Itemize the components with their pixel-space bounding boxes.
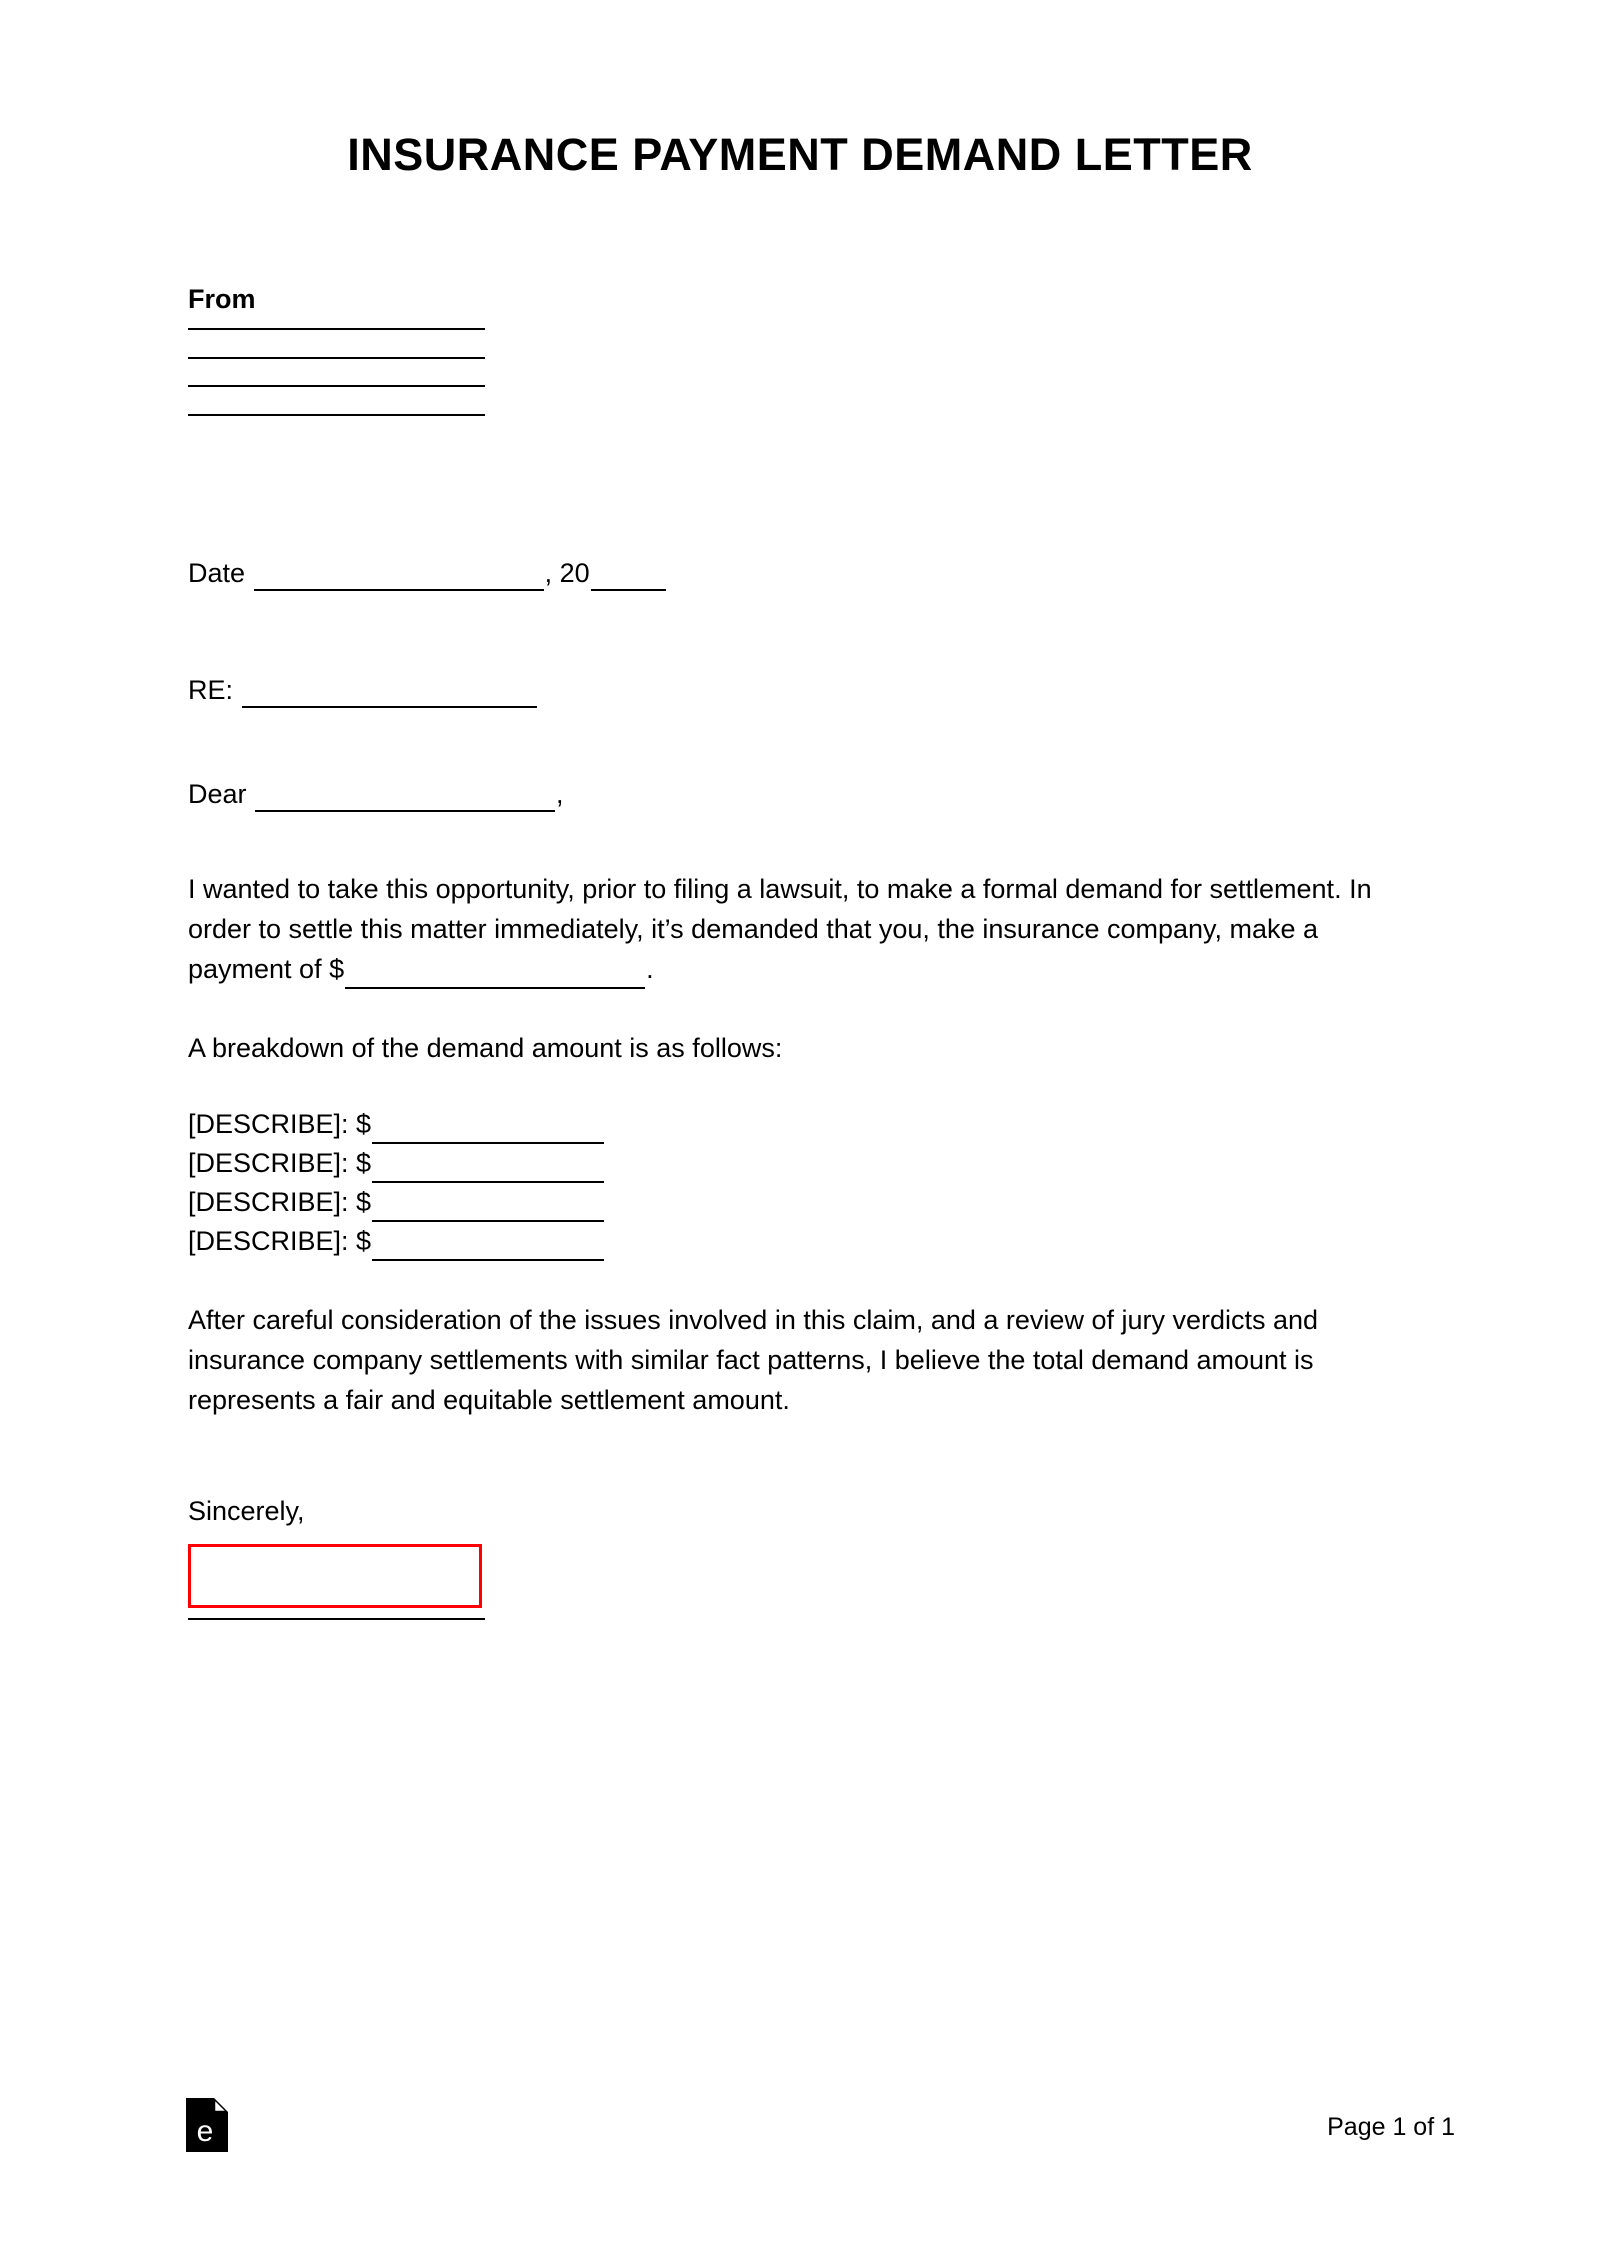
body-paragraph-1-period: . [646, 954, 654, 984]
year-input-blank[interactable] [591, 564, 666, 591]
closing-sincerely: Sincerely, [188, 1496, 305, 1526]
breakdown-intro: A breakdown of the demand amount is as follows: [188, 1033, 783, 1063]
svg-text:e: e [196, 2115, 214, 2148]
signature-field[interactable] [188, 1544, 482, 1608]
describe-amount-blank-2[interactable] [372, 1156, 604, 1183]
body-paragraph-1-text: I wanted to take this opportunity, prior to filing a lawsuit, to make a formal demand for settlement. In order to settle this matter immediately, it’s demanded that you, the insurance company, make a payment of $ [188, 874, 1372, 984]
describe-label-4: [DESCRIBE]: $ [188, 1226, 372, 1256]
from-blank-line-1[interactable] [188, 328, 485, 330]
signature-underline [188, 1618, 485, 1620]
body-paragraph-1 [188, 869, 1378, 989]
salutation-label: Dear [188, 779, 247, 809]
from-blank-line-4[interactable] [188, 414, 485, 416]
salutation-line [188, 777, 564, 812]
from-blank-line-3[interactable] [188, 385, 485, 387]
date-line [188, 556, 667, 591]
salutation-input-blank[interactable] [255, 785, 555, 812]
list-item [188, 1105, 605, 1144]
from-blank-lines [188, 328, 485, 442]
describe-amount-blank-1[interactable] [372, 1117, 604, 1144]
from-label: From [188, 284, 256, 314]
date-separator: , 20 [544, 558, 590, 588]
date-label: Date [188, 558, 246, 588]
page-title: INSURANCE PAYMENT DEMAND LETTER [347, 129, 1253, 180]
describe-label-3: [DESCRIBE]: $ [188, 1187, 372, 1217]
list-item [188, 1183, 605, 1222]
list-item [188, 1144, 605, 1183]
describe-amount-blank-4[interactable] [372, 1234, 604, 1261]
re-input-blank[interactable] [242, 681, 537, 708]
from-blank-line-2[interactable] [188, 357, 485, 359]
re-label: RE: [188, 675, 234, 705]
breakdown-list [188, 1105, 605, 1261]
page-number: Page 1 of 1 [1327, 2113, 1455, 2141]
describe-label-2: [DESCRIBE]: $ [188, 1148, 372, 1178]
describe-label-1: [DESCRIBE]: $ [188, 1109, 372, 1139]
list-item [188, 1222, 605, 1261]
describe-amount-blank-3[interactable] [372, 1195, 604, 1222]
re-line [188, 673, 538, 708]
salutation-trailing: , [556, 779, 564, 809]
eforms-document-icon [186, 2098, 228, 2152]
body-paragraph-2: After careful consideration of the issues involved in this claim, and a review of jury verdicts and insurance company settlements with similar fact patterns, I believe the total demand amount is represents a fair and equitable settlement amount. [188, 1305, 1319, 1415]
date-input-blank[interactable] [254, 564, 544, 591]
payment-amount-blank[interactable] [345, 962, 645, 989]
